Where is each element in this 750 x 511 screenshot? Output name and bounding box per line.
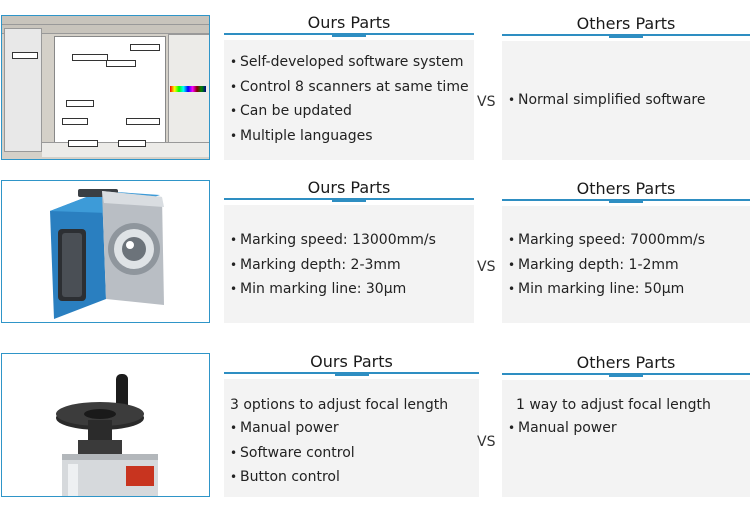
others-parts-panel bbox=[502, 380, 750, 497]
vs-label: VS bbox=[477, 434, 496, 450]
others-parts-panel bbox=[502, 41, 750, 160]
list-item: • Self-developed software system bbox=[224, 50, 474, 75]
others-parts-panel bbox=[502, 206, 750, 323]
ours-parts-title: Ours Parts bbox=[307, 13, 391, 32]
list-item: • Manual power bbox=[502, 416, 750, 441]
galvo-scanner-icon bbox=[2, 181, 209, 322]
list-item: • Marking depth: 1-2mm bbox=[502, 253, 750, 278]
ours-parts-title: Ours Parts bbox=[307, 178, 391, 197]
others-parts-tick bbox=[609, 34, 643, 38]
ours-parts-tick bbox=[335, 372, 369, 376]
others-parts-list bbox=[502, 228, 750, 302]
others-parts-list bbox=[502, 416, 750, 441]
others-parts-title: Others Parts bbox=[576, 353, 676, 372]
ours-parts-tick bbox=[332, 198, 366, 202]
list-item: • Button control bbox=[224, 465, 479, 490]
galvo-scanner-image bbox=[1, 180, 210, 323]
software-screenshot-image bbox=[1, 15, 210, 160]
list-item: • Min marking line: 50μm bbox=[502, 277, 750, 302]
ours-parts-list bbox=[224, 416, 479, 490]
ours-parts-list bbox=[224, 50, 474, 148]
ours-parts-panel bbox=[224, 40, 474, 160]
focus-handwheel-icon bbox=[2, 354, 209, 496]
list-item: • Can be updated bbox=[224, 99, 474, 124]
list-item: • Marking depth: 2-3mm bbox=[224, 253, 474, 278]
list-item: • Manual power bbox=[224, 416, 479, 441]
others-parts-tick bbox=[609, 373, 643, 377]
ours-parts-intro: 3 options to adjust focal length bbox=[230, 397, 449, 413]
others-parts-title: Others Parts bbox=[576, 14, 676, 33]
list-item: • Min marking line: 30μm bbox=[224, 277, 474, 302]
focus-handwheel-image bbox=[1, 353, 210, 497]
list-item: • Control 8 scanners at same time bbox=[224, 75, 474, 100]
software-screenshot-icon bbox=[2, 16, 209, 159]
others-parts-title: Others Parts bbox=[576, 179, 676, 198]
others-parts-tick bbox=[609, 199, 643, 203]
list-item: • Normal simplified software bbox=[502, 88, 750, 113]
others-parts-intro: 1 way to adjust focal length bbox=[516, 397, 711, 413]
ours-parts-list bbox=[224, 228, 474, 302]
list-item: • Marking speed: 13000mm/s bbox=[224, 228, 474, 253]
list-item: • Multiple languages bbox=[224, 124, 474, 149]
vs-label: VS bbox=[477, 94, 496, 110]
ours-parts-tick bbox=[332, 33, 366, 37]
vs-label: VS bbox=[477, 259, 496, 275]
ours-parts-panel bbox=[224, 205, 474, 323]
others-parts-list bbox=[502, 88, 750, 113]
list-item: • Software control bbox=[224, 441, 479, 466]
ours-parts-panel bbox=[224, 379, 479, 497]
ours-parts-title: Ours Parts bbox=[310, 352, 393, 371]
list-item: • Marking speed: 7000mm/s bbox=[502, 228, 750, 253]
